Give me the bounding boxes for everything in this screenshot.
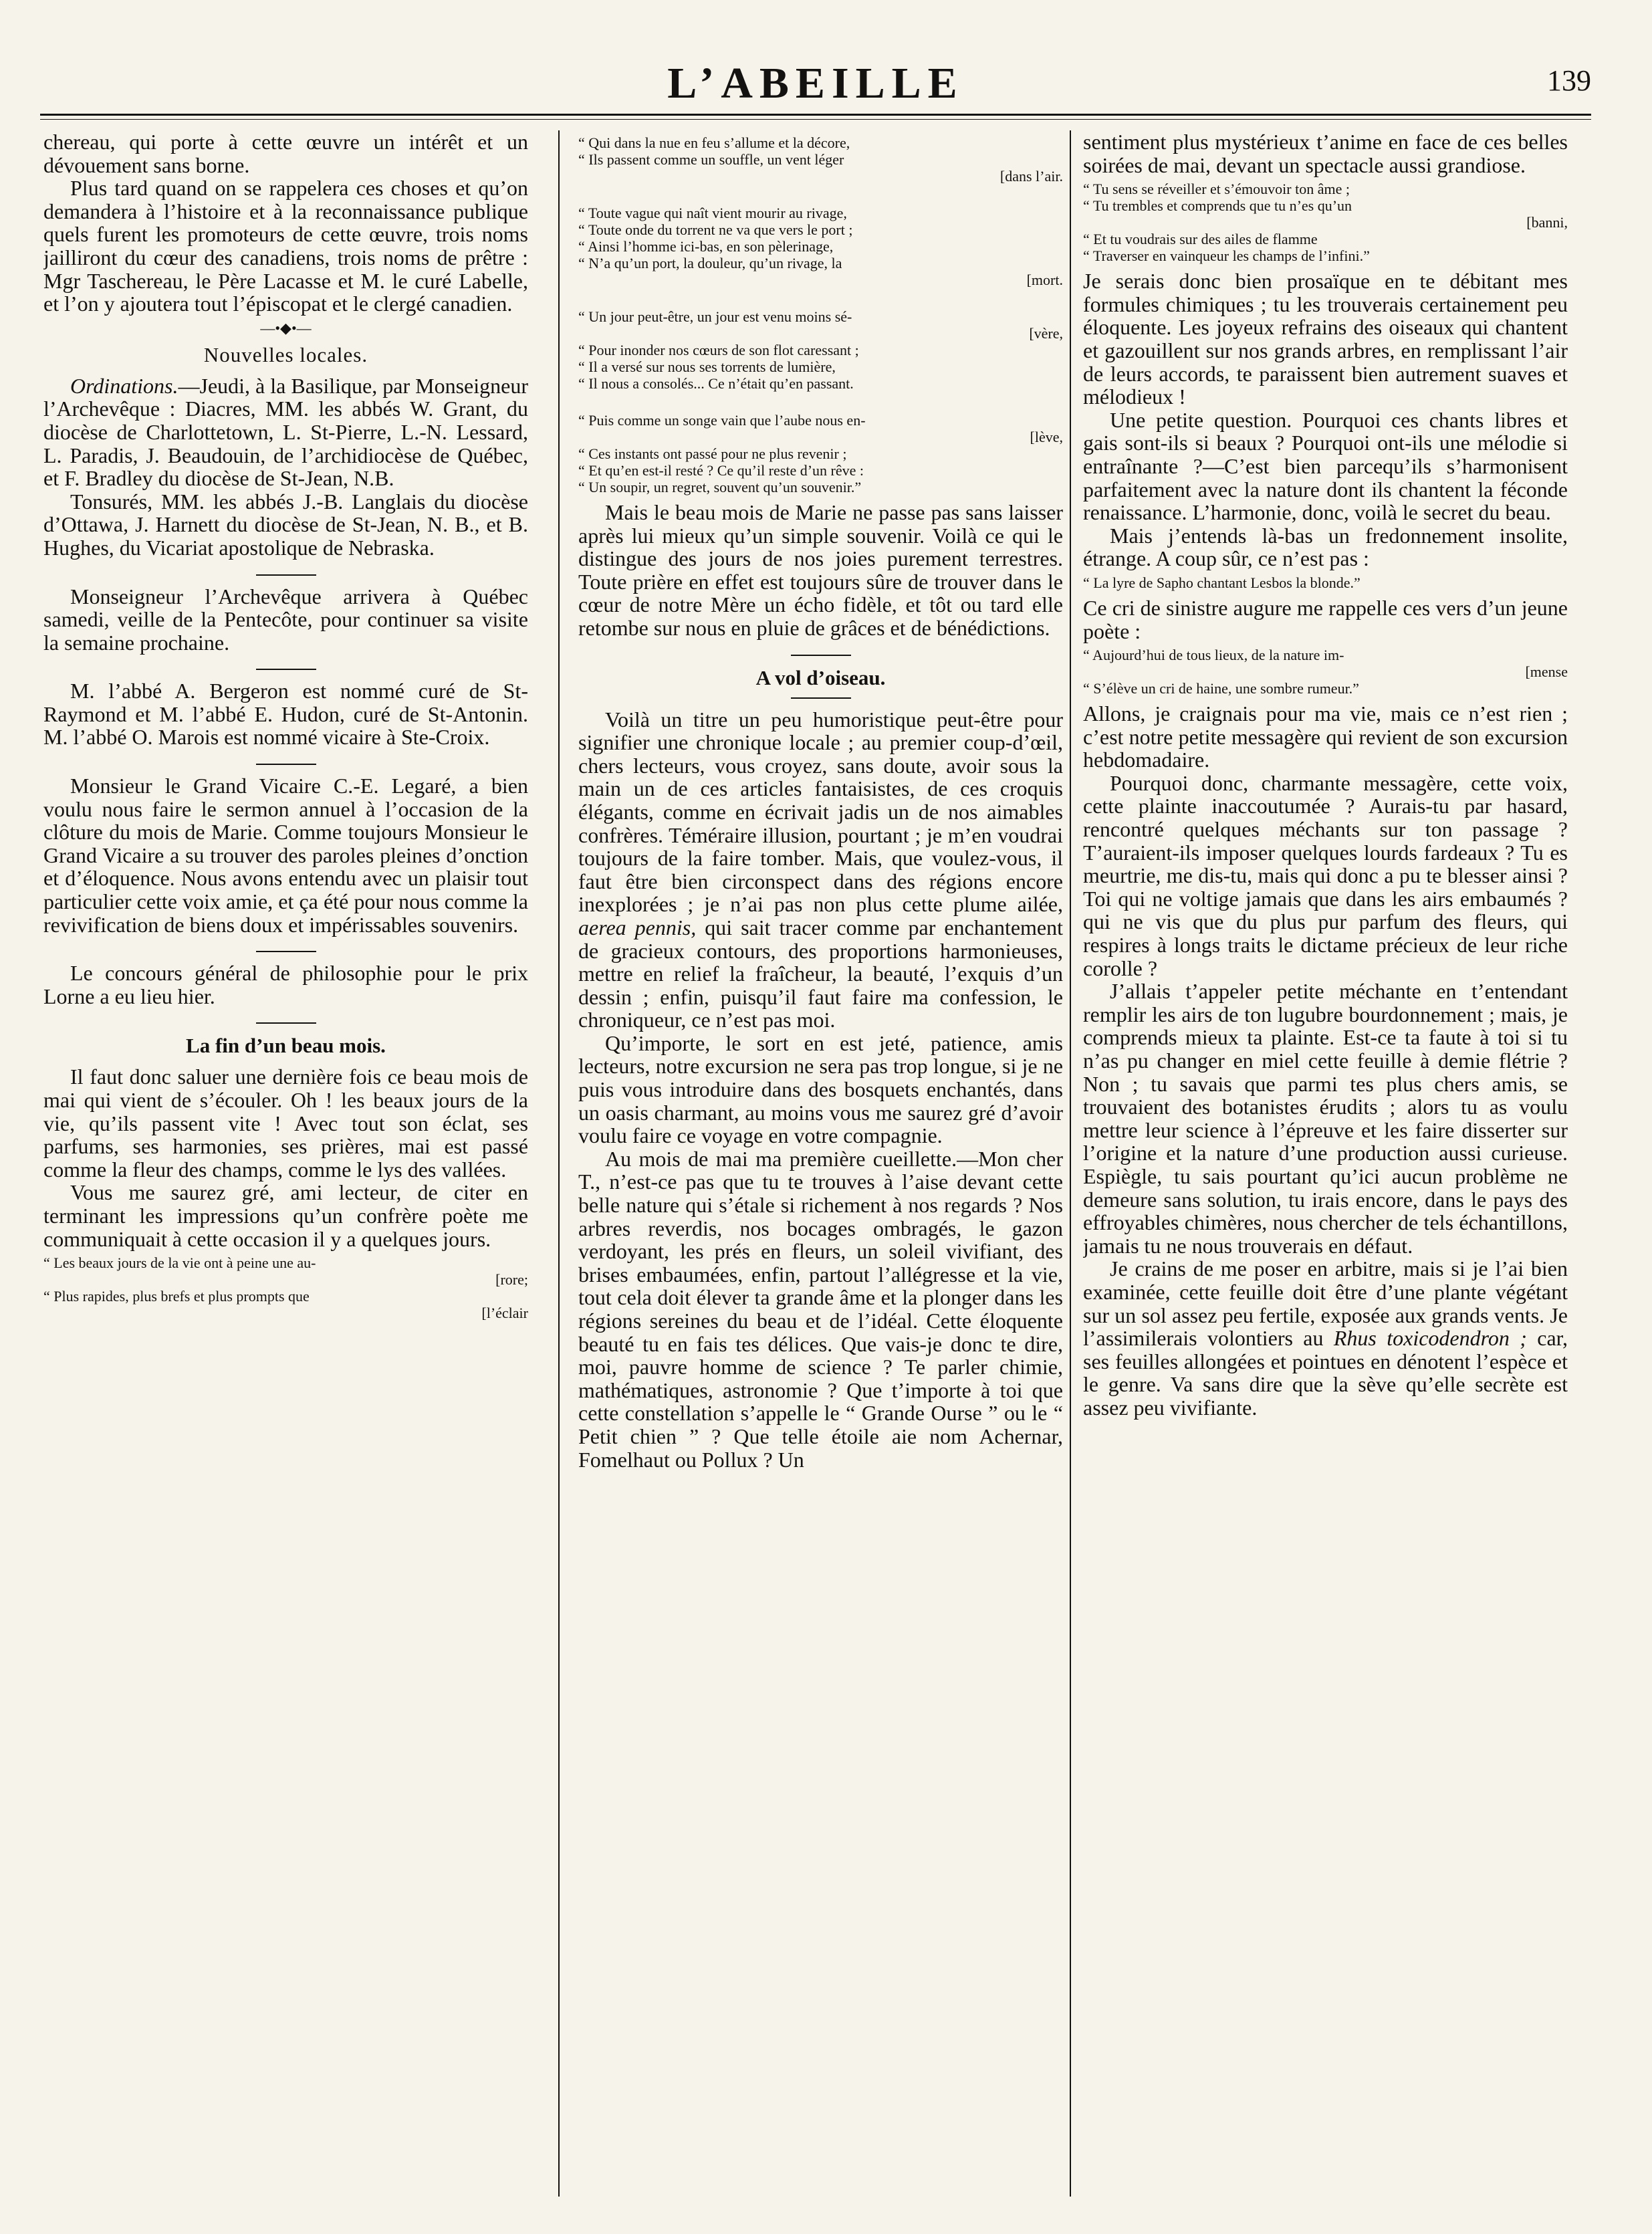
paragraph — [1083, 1257, 1568, 1419]
verse-block — [1083, 574, 1568, 591]
paragraph: Une petite question. Pourquoi ces chants libres et gais sont-ils si beaux ? Pourquoi ont-ils une mélodie si entraînante ?—C’est bien parcequ’ils s’harmonisent parfaitement avec la nature dont ils chantent la féconde renaissance. L’harmonie, donc, voilà le secret du beau. — [1083, 407, 1568, 525]
verse-line: “ Toute vague qui naît vient mourir au rivage, — [578, 205, 847, 221]
paragraph: Monseigneur l’Archevêque arrivera à Québec samedi, veille de la Pentecôte, pour continuer sa visite la semaine prochaine. — [43, 584, 528, 655]
ornament-divider: —•◆•— — [260, 319, 312, 336]
separator-rule — [256, 951, 316, 952]
page-number: 139 — [1547, 64, 1591, 97]
paragraph — [43, 374, 528, 490]
verse-line-turnover: [rore; — [495, 1271, 528, 1289]
paragraph: Je serais donc bien prosaïque en te débitant mes formules chimiques ; tu les trouverais certainement peu éloquente. Les joyeux refrains des oiseaux qui chantent et gazouillent sur nos grands arbres, en remplissant l’air de leurs accords, te paraissent bien autrement suaves et mélodieux ! — [1083, 269, 1568, 409]
paragraph: Plus tard quand on se rappelera ces choses et qu’on demandera à l’histoire et à la reconnaissance publique quels furent les promoteurs de cette œuvre, trois noms jailliront du cœur des canadiens, trois noms de prêtre : Mgr Taschereau, le Père Lacasse et M. le curé Labelle, et l’on y ajoutera tout l’épiscopat et le clergé canadien. — [43, 176, 528, 316]
newspaper-title: L’ABEILLE — [667, 59, 964, 108]
separator-rule — [791, 697, 851, 699]
verse-line: “ Ils passent comme un souffle, un vent léger — [578, 151, 844, 168]
text: car, ses feuilles allongées et pointues en dénotent l’espèce et le genre. Va sans dire que la sève qu’elle secrète est assez peu vivifiante. — [1083, 1326, 1568, 1420]
verse-line: “ Ainsi l’homme ici-bas, en son pèlerinage, — [578, 238, 834, 255]
verse-line: “ Plus rapides, plus brefs et plus prompts que — [43, 1288, 310, 1305]
verse-line: “ La lyre de Sapho chantant Lesbos la blonde.” — [1083, 574, 1361, 591]
verse-line-turnover: [lève, — [1030, 429, 1063, 445]
verse-line: “ Il nous a consolés... Ce n’était qu’en passant. — [578, 375, 854, 392]
column-2 — [578, 130, 1063, 2197]
paragraph: Tonsurés, MM. les abbés J.-B. Langlais du diocèse d’Ottawa, J. Harnett du diocèse de St-Jean, N. B., et B. Hughes, du Vicariat apostolique de Nebraska. — [43, 489, 528, 560]
column-3 — [1083, 130, 1568, 2197]
paragraph: Mais le beau mois de Marie ne passe pas sans laisser après lui mieux qu’un simple souvenir. Voilà ce qui le distingue des jours de nos joies purement terrestres. Toute prière en effet est toujours sûre de trouver dans le cœur de notre Mère un écho fidèle, et tôt ou tard elle retombe sur nous en pluie de grâces et de bénédictions. — [578, 500, 1063, 640]
separator-rule — [256, 574, 316, 576]
verse-line: “ Un jour peut-être, un jour est venu moins sé- — [578, 308, 852, 325]
separator-rule — [256, 764, 316, 765]
verse-line: “ Un soupir, un regret, souvent qu’un souvenir.” — [578, 479, 862, 495]
section-heading: A vol d’oiseau. — [755, 665, 886, 689]
verse-line: “ Qui dans la nue en feu s’allume et la décore, — [578, 134, 850, 151]
header-rule-thin — [40, 119, 1591, 120]
verse-line: “ Pour inonder nos cœurs de son flot caressant ; — [578, 342, 859, 358]
paragraph: M. l’abbé A. Bergeron est nommé curé de St-Raymond et M. l’abbé E. Hudon, curé de St-Antonin. M. l’abbé O. Marois est nommé vicaire à Ste-Croix. — [43, 679, 528, 750]
verse-block — [578, 205, 1063, 288]
latin-phrase: Rhus toxicodendron ; — [1333, 1326, 1527, 1351]
verse-line: “ S’élève un cri de haine, une sombre rumeur.” — [1083, 680, 1359, 697]
latin-phrase: aerea pennis, — [578, 915, 697, 939]
verse-block — [578, 134, 1063, 185]
verse-block — [1083, 647, 1568, 697]
paragraph: Ce cri de sinistre augure me rappelle ces vers d’un jeune poète : — [1083, 595, 1568, 643]
verse-line: “ N’a qu’un port, la douleur, qu’un rivage, la — [578, 255, 842, 271]
column-divider-1 — [558, 130, 560, 2197]
verse-line: “ Tu trembles et comprends que tu n’es qu’un — [1083, 197, 1352, 215]
section-heading: La fin d’un beau mois. — [186, 1034, 386, 1058]
text: Voilà un titre un peu humoristique peut-être pour signifier une chronique locale ; au premier coup-d’œil, chers lecteurs, vous croyez, sans doute, avoir sous la main un de ces articles fantaisistes, de ces croquis élégants, comme en écrivait jadis un de nos aimables confrères. Téméraire illusion, pourtant ; je m’en voudrai toujours de la faire tomber. Mais, que voulez-vous, il faut être bien circonspect dans des régions encore inexplorées ; je n’ai pas non plus cette plume ailée, — [578, 707, 1063, 917]
verse-line: “ Toute onde du torrent ne va que vers le port ; — [578, 221, 853, 238]
header-rule — [40, 114, 1591, 116]
paragraph: Vous me saurez gré, ami lecteur, de citer en terminant les impressions qu’un confrère poète me communiquait à cette occasion il y a quelques jours. — [43, 1180, 528, 1251]
verse-line: “ Puis comme un songe vain que l’aube nous en- — [578, 412, 866, 429]
verse-line-turnover: [mense — [1525, 663, 1568, 681]
verse-line: “ Tu sens se réveiller et s’émouvoir ton âme ; — [1083, 181, 1350, 198]
verse-block — [578, 308, 1063, 392]
paragraph: Monsieur le Grand Vicaire C.-E. Legaré, a bien voulu nous faire le sermon annuel à l’occasion de la clôture du mois de Marie. Comme toujours Monsieur le Grand Vicaire a su trouver des paroles pleines d’onction et d’éloquence. Nous avons entendu avec un plaisir tout particulier cette voix amie, et ça été pour nous comme la revivification de biens doux et impérissables souvenirs. — [43, 774, 528, 937]
paragraph: Le concours général de philosophie pour le prix Lorne a eu lieu hier. — [43, 961, 528, 1008]
paragraph: chereau, qui porte à cette œuvre un intérêt et un dévouement sans borne. — [43, 130, 528, 177]
verse-line: “ Traverser en vainqueur les champs de l’infini.” — [1083, 247, 1370, 265]
section-heading: Nouvelles locales. — [203, 342, 368, 366]
verse-line: “ Il a versé sur nous ses torrents de lumière, — [578, 358, 836, 375]
paragraph: sentiment plus mystérieux t’anime en face de ces belles soirées de mai, devant un spectacle aussi grandiose. — [1083, 130, 1568, 177]
masthead — [40, 57, 1591, 110]
separator-rule — [256, 669, 316, 670]
text: qui sait tracer comme par enchantement de gracieux contours, des proportions harmonieuses, mettre en relief la fraîcheur, la beauté, l’exquis d’un dessin ; enfin, puisqu’il faut faire ma confession, le chroniqueur, ce n’est pas moi. — [578, 915, 1063, 1032]
verse-line-turnover: [vère, — [1029, 325, 1063, 342]
verse-line: “ Les beaux jours de la vie ont à peine une au- — [43, 1254, 316, 1272]
verse-line-turnover: [dans l’air. — [999, 168, 1063, 185]
verse-line: “ Ces instants ont passé pour ne plus revenir ; — [578, 445, 847, 462]
paragraph: Il faut donc saluer une dernière fois ce beau mois de mai qui vient de s’écouler. Oh ! les beaux jours de la vie, qu’ils passent vite ! Avec tout son éclat, ses parfums, ses harmonies, ses prières, mai est passé comme la fleur des champs, comme le lys des vallées. — [43, 1065, 528, 1182]
verse-line-turnover: [l’éclair — [481, 1305, 528, 1322]
verse-line-turnover: [mort. — [1026, 271, 1063, 288]
paragraph — [578, 708, 1063, 1032]
paragraph: Pourquoi donc, charmante messagère, cette voix, cette plainte inaccoutumée ? Aurais-tu par hasard, rencontré quelques méchants sur ton passage ? T’auraient-ils imposer quelques lourds fardeaux ? Tu es meurtrie, me dis-tu, mais qui donc a pu te blesser ainsi ? Toi qui ne voltige jamais que dans les airs embaumés ? qui ne vis que du plus pur parfum des fleurs, qui respires à longs traits le dictame précieux de leur riche corolle ? — [1083, 770, 1568, 980]
paragraph: Qu’importe, le sort en est jeté, patience, amis lecteurs, notre excursion ne sera pas trop longue, si je ne puis vous introduire dans des bosquets enchantés, dans un oasis charmant, au moins vous me saurez gré d’avoir voulu faire ce voyage en votre compagnie. — [578, 1030, 1063, 1148]
verse-line-turnover: [banni, — [1526, 214, 1568, 231]
column-1 — [43, 130, 528, 2197]
separator-rule — [256, 1022, 316, 1024]
text: —Jeudi, à la Basilique, par Monseigneur l’Archevêque : Diacres, MM. les abbés W. Grant, du diocèse de Charlottetown, L. St-Pierre, L.-N. Lessard, L. Paradis, J. Beaudouin, de l’archidiocèse de Québec, et F. Bradley du diocèse de St-Jean, N.B. — [43, 373, 528, 491]
verse-block — [578, 412, 1063, 495]
verse-line: “ Et tu voudrais sur des ailes de flamme — [1083, 231, 1318, 248]
paragraph: Mais j’entends là-bas un fredonnement insolite, étrange. A coup sûr, ce n’est pas : — [1083, 523, 1568, 571]
paragraph: Au mois de mai ma première cueillette.—Mon cher T., n’est-ce pas que tu te trouves à l’aise devant cette belle nature qui s’étale si richement à nos regards ? Nos arbres reverdis, nos bocages ombragés, le gazon verdoyant, les prés en fleurs, un soleil vivifiant, des brises embaumées, enfin, partout l’allégresse et la vie, tout cela doit élever ta grande âme et la plonger dans les régions sereines du beau et de l’idéal. Cette éloquente beauté tu en fais tes délices. Que vais-je donc te dire, moi, pauvre homme de science ? Te parler chimie, mathématiques, astronomie ? Que t’importe à toi que cette constellation s’appelle le “ Grande Ourse ” ou le “ Petit chien ” ? Que telle étoile aie nom Achernar, Fomelhaut ou Pollux ? Un — [578, 1146, 1063, 1472]
paragraph: J’allais t’appeler petite méchante en t’entendant remplir les airs de ton lugubre bourdonnement ; mais, je comprends mieux ta plainte. Est-ce ta faute à toi si tu n’as pu changer en miel cette feuille à demie flétrie ? Non ; tu savais que parmi tes plus chers amis, se trouvaient des botanistes érudits ; alors tu as voulu mettre leur science à l’épreuve et les faire disserter sur l’origine et la nature d’une production aussi curieuse. Espiègle, tu sais pourtant qu’ici aucun problème ne demeure sans solution, tu irais encore, dans le pays des effroyables chimères, nous chercher de tels échantillons, jamais tu ne nous trouverais en défaut. — [1083, 979, 1568, 1258]
verse-block — [1083, 181, 1568, 264]
paragraph: Allons, je craignais pour ma vie, mais ce n’est rien ; c’est notre petite messagère qui revient de son excursion hebdomadaire. — [1083, 701, 1568, 772]
verse-block — [43, 1254, 528, 1321]
text: Je crains de me poser en arbitre, mais si je l’ai bien examinée, cette feuille doit être d’une plante végétant sur un sol assez peu fertile, exposée aux grands vents. Je l’assimilerais volontiers au — [1083, 1256, 1568, 1351]
verse-line: “ Et qu’en est-il resté ? Ce qu’il reste d’un rêve : — [578, 462, 864, 479]
run-in-label: Ordinations. — [70, 373, 179, 398]
column-divider-2 — [1070, 130, 1071, 2197]
separator-rule — [791, 655, 851, 656]
verse-line: “ Aujourd’hui de tous lieux, de la nature im- — [1083, 647, 1344, 664]
